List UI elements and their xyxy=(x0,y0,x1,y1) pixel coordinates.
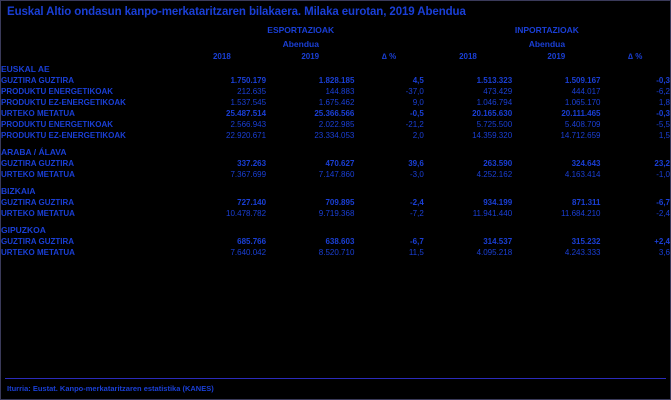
row-value: 11,5 xyxy=(408,248,424,257)
row-label: URTEKO METATUA xyxy=(1,209,75,218)
row-value: 4.095.218 xyxy=(476,248,513,257)
row-value: -0,3 xyxy=(656,76,670,85)
header-blank-cell xyxy=(1,23,178,37)
group-label-gipuzkoa: GIPUZKOA xyxy=(1,225,46,235)
row-label: PRODUKTU ENERGETIKOAK xyxy=(1,87,114,96)
row-value: 5.408.709 xyxy=(564,120,601,129)
row-value: 20.165.630 xyxy=(472,109,513,118)
row-value: 473.429 xyxy=(483,87,513,96)
row-value: -6,7 xyxy=(656,198,670,207)
row-value: 638.603 xyxy=(325,237,355,246)
row-label: URTEKO METATUA xyxy=(1,170,75,179)
row-value: 685.766 xyxy=(237,237,267,246)
header-col-import-2018: 2018 xyxy=(459,52,477,61)
row-value: 1.750.179 xyxy=(230,76,267,85)
row-label: PRODUKTU ENERGETIKOAK xyxy=(1,120,114,129)
row-value: 315.232 xyxy=(571,237,601,246)
row-value: 1.509.167 xyxy=(564,76,601,85)
row-value: 8.520.710 xyxy=(318,248,355,257)
header-import-label: INPORTAZIOAK xyxy=(514,25,579,35)
group-header-row xyxy=(1,185,670,197)
header-export-period: Abendua xyxy=(282,38,319,49)
row-value: 727.140 xyxy=(237,198,267,207)
table-row xyxy=(1,75,670,86)
row-value: 20.111.465 xyxy=(561,109,601,118)
row-value: 25.366.566 xyxy=(314,109,355,118)
row-value: 39,6 xyxy=(408,159,424,168)
row-value: -5,5 xyxy=(656,120,670,129)
footer-divider xyxy=(5,378,666,379)
row-value: 4,5 xyxy=(412,76,424,85)
row-value: 2.566.943 xyxy=(230,120,267,129)
table-row xyxy=(1,97,670,108)
header-section-row xyxy=(1,23,670,37)
table-row xyxy=(1,130,670,141)
row-value: -6,2 xyxy=(656,87,670,96)
row-value: -2,4 xyxy=(410,198,424,207)
row-label: PRODUKTU EZ-ENERGETIKOAK xyxy=(1,131,126,140)
row-value: 4.243.333 xyxy=(564,248,601,257)
header-col-export-2019: 2019 xyxy=(301,52,320,61)
row-value: 1.675.462 xyxy=(318,98,355,107)
table-row xyxy=(1,169,670,180)
row-value: 1.065.170 xyxy=(564,98,601,107)
table-row xyxy=(1,208,670,219)
row-value: 9,0 xyxy=(412,98,424,107)
row-value: 1,8 xyxy=(658,98,670,107)
row-value: 212.635 xyxy=(237,87,267,96)
table-row xyxy=(1,158,670,169)
table-row xyxy=(1,236,670,247)
row-value: -21,2 xyxy=(405,120,424,129)
source-note: Iturria: Eustat. Kanpo-merkataritzaren estatistika (KANES) xyxy=(7,384,214,393)
row-value: 5.725.500 xyxy=(476,120,513,129)
row-value: -3,0 xyxy=(410,170,424,179)
row-label: GUZTIRA GUZTIRA xyxy=(1,198,75,207)
row-value: 934.199 xyxy=(483,198,513,207)
header-export-label: ESPORTAZIOAK xyxy=(267,25,335,35)
row-value: 10.478.782 xyxy=(226,209,267,218)
row-value: 1.828.185 xyxy=(318,76,355,85)
row-value: 11.941.440 xyxy=(472,209,513,218)
row-label: GUZTIRA GUZTIRA xyxy=(1,76,75,85)
row-value: 7.367.699 xyxy=(230,170,267,179)
group-label-araba: ARABA / ÁLAVA xyxy=(1,147,67,157)
group-header-row xyxy=(1,146,670,158)
row-value: 7.147.860 xyxy=(318,170,355,179)
header-blank-cell-2 xyxy=(1,37,178,50)
header-period-row xyxy=(1,37,670,50)
row-value: 23,2 xyxy=(654,159,670,168)
header-import-period: Abendua xyxy=(528,38,566,49)
row-value: 14.359.320 xyxy=(472,131,513,140)
row-value: 314.537 xyxy=(483,237,513,246)
row-value: 4.252.162 xyxy=(476,170,513,179)
row-value: -6,7 xyxy=(410,237,424,246)
row-value: 324.643 xyxy=(571,159,601,168)
row-value: -7,2 xyxy=(410,209,424,218)
row-value: -1,0 xyxy=(656,170,670,179)
header-col-import-delta: ∆ % xyxy=(628,52,643,61)
table-row xyxy=(1,197,670,208)
row-label: URTEKO METATUA xyxy=(1,109,75,118)
row-value: -0,3 xyxy=(656,109,670,118)
page-title: Euskal Altio ondasun kanpo-merkataritzaren bilakaera. Milaka eurotan, 2019 Abendua xyxy=(7,6,466,18)
row-value: 23.334.053 xyxy=(314,131,355,140)
row-label: GUZTIRA GUZTIRA xyxy=(1,237,75,246)
row-value: 3,6 xyxy=(658,248,670,257)
row-value: 1.537.545 xyxy=(230,98,267,107)
header-years-row xyxy=(1,50,670,63)
row-label: PRODUKTU EZ-ENERGETIKOAK xyxy=(1,98,126,107)
row-value: -37,0 xyxy=(405,87,424,96)
table-row xyxy=(1,119,670,130)
header-col-export-delta: ∆ % xyxy=(381,52,397,61)
header-col-export-2018: 2018 xyxy=(212,52,231,61)
group-label-bizkaia: BIZKAIA xyxy=(1,186,36,196)
row-value: 444.017 xyxy=(571,87,601,96)
header-col-import-2019: 2019 xyxy=(547,52,566,61)
row-value: 470.627 xyxy=(325,159,355,168)
table-row xyxy=(1,247,670,258)
row-value: 871.311 xyxy=(572,198,601,207)
row-value: 263.590 xyxy=(483,159,513,168)
group-header-row xyxy=(1,63,670,75)
row-value: 4.163.414 xyxy=(564,170,601,179)
row-value: -0,5 xyxy=(410,109,424,118)
row-value: 7.640.042 xyxy=(230,248,267,257)
row-value: 1.046.794 xyxy=(476,98,513,107)
row-value: 144.883 xyxy=(325,87,355,96)
header-blank-cell-3 xyxy=(1,50,178,63)
row-value: 2.022.985 xyxy=(318,120,355,129)
group-header-row xyxy=(1,224,670,236)
row-value: 2,0 xyxy=(412,131,424,140)
row-value: -2,4 xyxy=(656,209,670,218)
group-label-euskal-ae: EUSKAL AE xyxy=(1,64,50,74)
row-value: 22.920.671 xyxy=(226,131,267,140)
row-value: 1,5 xyxy=(658,131,670,140)
row-value: +2,4 xyxy=(654,237,670,246)
row-value: 1.513.323 xyxy=(476,76,513,85)
row-value: 709.895 xyxy=(325,198,355,207)
table-row xyxy=(1,108,670,119)
row-value: 9.719.368 xyxy=(318,209,355,218)
row-label: GUZTIRA GUZTIRA xyxy=(1,159,75,168)
row-value: 25.487.514 xyxy=(226,109,267,118)
table-row xyxy=(1,86,670,97)
row-value: 11.684.210 xyxy=(561,209,601,218)
row-value: 14.712.659 xyxy=(560,131,601,140)
row-label: URTEKO METATUA xyxy=(1,248,75,257)
row-value: 337.263 xyxy=(237,159,267,168)
trade-statistics-table xyxy=(1,23,670,258)
